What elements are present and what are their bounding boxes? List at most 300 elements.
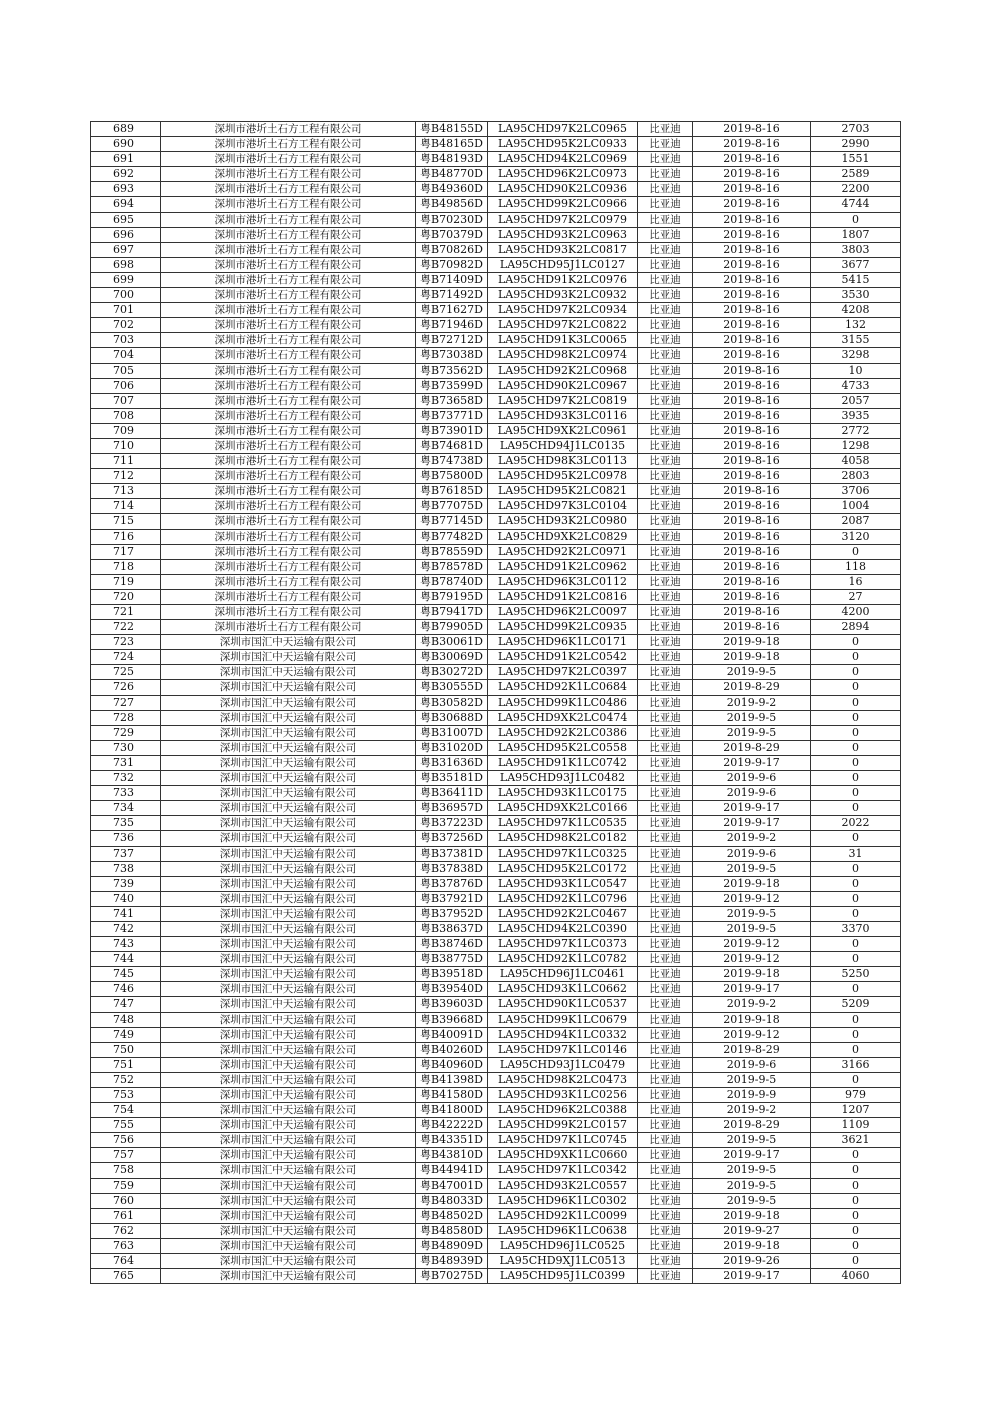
value-cell: 1109 [811,1118,901,1133]
value-cell: 0 [811,544,901,559]
value-cell: 0 [811,952,901,967]
vin-code-cell: LA95CHD96K1LC0638 [488,1223,638,1238]
vin-code-cell: LA95CHD9XJ1LC0513 [488,1254,638,1269]
company-name-cell: 深圳市国汇中天运输有限公司 [161,1118,416,1133]
plate-number-cell: 粤B71409D [416,272,488,287]
brand-name-cell: 比亚迪 [638,891,693,906]
vin-code-cell: LA95CHD94K2LC0390 [488,921,638,936]
table-row [91,574,901,589]
plate-number-cell: 粤B36957D [416,801,488,816]
plate-number-cell: 粤B31020D [416,740,488,755]
table-row [91,227,901,242]
table-row [91,514,901,529]
vin-code-cell: LA95CHD96K3LC0112 [488,574,638,589]
brand-name-cell: 比亚迪 [638,423,693,438]
vin-code-cell: LA95CHD95K2LC0978 [488,469,638,484]
table-row [91,725,901,740]
vin-code-cell: LA95CHD97K2LC0397 [488,665,638,680]
brand-name-cell: 比亚迪 [638,861,693,876]
table-row [91,891,901,906]
row-number-cell: 735 [91,816,161,831]
company-name-cell: 深圳市港圻土石方工程有限公司 [161,182,416,197]
table-row [91,1057,901,1072]
date-cell: 2019-8-16 [693,589,811,604]
date-cell: 2019-8-16 [693,499,811,514]
plate-number-cell: 粤B70826D [416,242,488,257]
vin-code-cell: LA95CHD9XK2LC0474 [488,710,638,725]
table-row [91,876,901,891]
company-name-cell: 深圳市国汇中天运输有限公司 [161,1088,416,1103]
vin-code-cell: LA95CHD95K2LC0172 [488,861,638,876]
row-number-cell: 754 [91,1103,161,1118]
company-name-cell: 深圳市国汇中天运输有限公司 [161,831,416,846]
table-row [91,348,901,363]
value-cell: 0 [811,710,901,725]
brand-name-cell: 比亚迪 [638,816,693,831]
value-cell: 0 [811,1254,901,1269]
plate-number-cell: 粤B48770D [416,167,488,182]
company-name-cell: 深圳市国汇中天运输有限公司 [161,740,416,755]
row-number-cell: 701 [91,303,161,318]
date-cell: 2019-9-18 [693,1208,811,1223]
brand-name-cell: 比亚迪 [638,982,693,997]
vin-code-cell: LA95CHD92K2LC0968 [488,363,638,378]
vin-code-cell: LA95CHD91K2LC0816 [488,589,638,604]
date-cell: 2019-9-9 [693,1088,811,1103]
brand-name-cell: 比亚迪 [638,303,693,318]
plate-number-cell: 粤B49360D [416,182,488,197]
row-number-cell: 761 [91,1208,161,1223]
value-cell: 0 [811,876,901,891]
date-cell: 2019-8-16 [693,167,811,182]
plate-number-cell: 粤B37921D [416,891,488,906]
plate-number-cell: 粤B73771D [416,408,488,423]
vin-code-cell: LA95CHD90K2LC0936 [488,182,638,197]
company-name-cell: 深圳市国汇中天运输有限公司 [161,771,416,786]
value-cell: 0 [811,725,901,740]
value-cell: 31 [811,846,901,861]
row-number-cell: 756 [91,1133,161,1148]
vin-code-cell: LA95CHD97K1LC0745 [488,1133,638,1148]
plate-number-cell: 粤B70982D [416,257,488,272]
row-number-cell: 698 [91,257,161,272]
plate-number-cell: 粤B38637D [416,921,488,936]
table-row [91,921,901,936]
company-name-cell: 深圳市国汇中天运输有限公司 [161,1208,416,1223]
plate-number-cell: 粤B71627D [416,303,488,318]
brand-name-cell: 比亚迪 [638,680,693,695]
brand-name-cell: 比亚迪 [638,378,693,393]
table-body [91,122,901,1284]
table-row [91,1223,901,1238]
value-cell: 3803 [811,242,901,257]
table-row [91,982,901,997]
row-number-cell: 734 [91,801,161,816]
company-name-cell: 深圳市港圻土石方工程有限公司 [161,469,416,484]
date-cell: 2019-8-16 [693,348,811,363]
date-cell: 2019-8-16 [693,318,811,333]
brand-name-cell: 比亚迪 [638,1163,693,1178]
vin-code-cell: LA95CHD96K2LC0388 [488,1103,638,1118]
value-cell: 2894 [811,620,901,635]
value-cell: 4060 [811,1269,901,1284]
table-row [91,1072,901,1087]
brand-name-cell: 比亚迪 [638,952,693,967]
company-name-cell: 深圳市国汇中天运输有限公司 [161,725,416,740]
value-cell: 0 [811,1012,901,1027]
company-name-cell: 深圳市港圻土石方工程有限公司 [161,122,416,137]
plate-number-cell: 粤B43351D [416,1133,488,1148]
plate-number-cell: 粤B74681D [416,438,488,453]
row-number-cell: 694 [91,197,161,212]
table-row [91,1042,901,1057]
company-name-cell: 深圳市国汇中天运输有限公司 [161,786,416,801]
brand-name-cell: 比亚迪 [638,906,693,921]
value-cell: 0 [811,1042,901,1057]
row-number-cell: 751 [91,1057,161,1072]
value-cell: 1004 [811,499,901,514]
value-cell: 4744 [811,197,901,212]
vin-code-cell: LA95CHD98K3LC0113 [488,454,638,469]
row-number-cell: 740 [91,891,161,906]
date-cell: 2019-8-16 [693,242,811,257]
company-name-cell: 深圳市国汇中天运输有限公司 [161,801,416,816]
table-row [91,1178,901,1193]
value-cell: 3370 [811,921,901,936]
row-number-cell: 732 [91,771,161,786]
brand-name-cell: 比亚迪 [638,152,693,167]
vin-code-cell: LA95CHD95J1LC0399 [488,1269,638,1284]
row-number-cell: 760 [91,1193,161,1208]
vin-code-cell: LA95CHD93K2LC0817 [488,242,638,257]
company-name-cell: 深圳市国汇中天运输有限公司 [161,1133,416,1148]
value-cell: 2589 [811,167,901,182]
company-name-cell: 深圳市国汇中天运输有限公司 [161,1027,416,1042]
date-cell: 2019-9-18 [693,1012,811,1027]
vin-code-cell: LA95CHD97K1LC0342 [488,1163,638,1178]
date-cell: 2019-9-26 [693,1254,811,1269]
date-cell: 2019-9-5 [693,725,811,740]
company-name-cell: 深圳市港圻土石方工程有限公司 [161,348,416,363]
brand-name-cell: 比亚迪 [638,921,693,936]
date-cell: 2019-8-16 [693,272,811,287]
company-name-cell: 深圳市港圻土石方工程有限公司 [161,514,416,529]
row-number-cell: 759 [91,1178,161,1193]
value-cell: 0 [811,212,901,227]
company-name-cell: 深圳市港圻土石方工程有限公司 [161,137,416,152]
table-row [91,288,901,303]
vin-code-cell: LA95CHD97K2LC0965 [488,122,638,137]
row-number-cell: 745 [91,967,161,982]
company-name-cell: 深圳市港圻土石方工程有限公司 [161,574,416,589]
value-cell: 0 [811,937,901,952]
plate-number-cell: 粤B70230D [416,212,488,227]
table-row [91,484,901,499]
plate-number-cell: 粤B41398D [416,1072,488,1087]
row-number-cell: 708 [91,408,161,423]
vin-code-cell: LA95CHD95K2LC0558 [488,740,638,755]
company-name-cell: 深圳市国汇中天运输有限公司 [161,861,416,876]
brand-name-cell: 比亚迪 [638,529,693,544]
company-name-cell: 深圳市港圻土石方工程有限公司 [161,242,416,257]
vin-code-cell: LA95CHD91K2LC0962 [488,559,638,574]
brand-name-cell: 比亚迪 [638,122,693,137]
plate-number-cell: 粤B42222D [416,1118,488,1133]
plate-number-cell: 粤B79417D [416,605,488,620]
value-cell: 0 [811,1178,901,1193]
date-cell: 2019-9-2 [693,1103,811,1118]
vin-code-cell: LA95CHD92K2LC0971 [488,544,638,559]
plate-number-cell: 粤B70379D [416,227,488,242]
value-cell: 3120 [811,529,901,544]
company-name-cell: 深圳市国汇中天运输有限公司 [161,937,416,952]
row-number-cell: 697 [91,242,161,257]
table-row [91,122,901,137]
value-cell: 132 [811,318,901,333]
row-number-cell: 705 [91,363,161,378]
plate-number-cell: 粤B73901D [416,423,488,438]
row-number-cell: 689 [91,122,161,137]
value-cell: 2087 [811,514,901,529]
vin-code-cell: LA95CHD96J1LC0461 [488,967,638,982]
company-name-cell: 深圳市国汇中天运输有限公司 [161,635,416,650]
row-number-cell: 748 [91,1012,161,1027]
brand-name-cell: 比亚迪 [638,605,693,620]
value-cell: 3155 [811,333,901,348]
date-cell: 2019-8-16 [693,303,811,318]
row-number-cell: 695 [91,212,161,227]
value-cell: 1551 [811,152,901,167]
vin-code-cell: LA95CHD97K1LC0373 [488,937,638,952]
vin-code-cell: LA95CHD97K1LC0535 [488,816,638,831]
table-row [91,333,901,348]
table-row [91,695,901,710]
value-cell: 3166 [811,1057,901,1072]
date-cell: 2019-9-5 [693,1163,811,1178]
plate-number-cell: 粤B47001D [416,1178,488,1193]
value-cell: 1207 [811,1103,901,1118]
date-cell: 2019-8-16 [693,212,811,227]
row-number-cell: 713 [91,484,161,499]
company-name-cell: 深圳市港圻土石方工程有限公司 [161,303,416,318]
table-row [91,710,901,725]
row-number-cell: 742 [91,921,161,936]
plate-number-cell: 粤B30555D [416,680,488,695]
table-row [91,318,901,333]
plate-number-cell: 粤B37381D [416,846,488,861]
brand-name-cell: 比亚迪 [638,1027,693,1042]
value-cell: 5415 [811,272,901,287]
date-cell: 2019-8-16 [693,257,811,272]
company-name-cell: 深圳市国汇中天运输有限公司 [161,680,416,695]
value-cell: 2990 [811,137,901,152]
company-name-cell: 深圳市国汇中天运输有限公司 [161,1223,416,1238]
company-name-cell: 深圳市国汇中天运输有限公司 [161,1042,416,1057]
row-number-cell: 753 [91,1088,161,1103]
plate-number-cell: 粤B71946D [416,318,488,333]
date-cell: 2019-9-17 [693,801,811,816]
plate-number-cell: 粤B30272D [416,665,488,680]
row-number-cell: 729 [91,725,161,740]
value-cell: 16 [811,574,901,589]
vin-code-cell: LA95CHD94K2LC0969 [488,152,638,167]
company-name-cell: 深圳市港圻土石方工程有限公司 [161,393,416,408]
table-row [91,1254,901,1269]
brand-name-cell: 比亚迪 [638,484,693,499]
row-number-cell: 718 [91,559,161,574]
row-number-cell: 709 [91,423,161,438]
company-name-cell: 深圳市港圻土石方工程有限公司 [161,529,416,544]
plate-number-cell: 粤B37876D [416,876,488,891]
date-cell: 2019-9-5 [693,1178,811,1193]
plate-number-cell: 粤B48909D [416,1238,488,1253]
company-name-cell: 深圳市国汇中天运输有限公司 [161,816,416,831]
vin-code-cell: LA95CHD97K2LC0819 [488,393,638,408]
table-row [91,393,901,408]
row-number-cell: 702 [91,318,161,333]
brand-name-cell: 比亚迪 [638,242,693,257]
company-name-cell: 深圳市港圻土石方工程有限公司 [161,212,416,227]
row-number-cell: 758 [91,1163,161,1178]
value-cell: 4733 [811,378,901,393]
plate-number-cell: 粤B39668D [416,1012,488,1027]
plate-number-cell: 粤B48033D [416,1193,488,1208]
date-cell: 2019-9-27 [693,1223,811,1238]
brand-name-cell: 比亚迪 [638,318,693,333]
row-number-cell: 690 [91,137,161,152]
brand-name-cell: 比亚迪 [638,831,693,846]
table-row [91,1012,901,1027]
table-row [91,1118,901,1133]
company-name-cell: 深圳市国汇中天运输有限公司 [161,665,416,680]
row-number-cell: 704 [91,348,161,363]
value-cell: 979 [811,1088,901,1103]
plate-number-cell: 粤B77145D [416,514,488,529]
company-name-cell: 深圳市港圻土石方工程有限公司 [161,589,416,604]
date-cell: 2019-9-17 [693,755,811,770]
brand-name-cell: 比亚迪 [638,514,693,529]
vin-code-cell: LA95CHD9XK2LC0829 [488,529,638,544]
vin-code-cell: LA95CHD96K1LC0171 [488,635,638,650]
row-number-cell: 749 [91,1027,161,1042]
date-cell: 2019-9-6 [693,771,811,786]
company-name-cell: 深圳市国汇中天运输有限公司 [161,1148,416,1163]
vin-code-cell: LA95CHD96K1LC0302 [488,1193,638,1208]
row-number-cell: 699 [91,272,161,287]
brand-name-cell: 比亚迪 [638,1178,693,1193]
brand-name-cell: 比亚迪 [638,967,693,982]
row-number-cell: 755 [91,1118,161,1133]
row-number-cell: 733 [91,786,161,801]
vin-code-cell: LA95CHD9XK2LC0961 [488,423,638,438]
table-row [91,1027,901,1042]
vin-code-cell: LA95CHD97K2LC0822 [488,318,638,333]
brand-name-cell: 比亚迪 [638,348,693,363]
brand-name-cell: 比亚迪 [638,408,693,423]
table-row [91,665,901,680]
brand-name-cell: 比亚迪 [638,182,693,197]
date-cell: 2019-8-16 [693,378,811,393]
vin-code-cell: LA95CHD97K1LC0146 [488,1042,638,1057]
company-name-cell: 深圳市国汇中天运输有限公司 [161,1254,416,1269]
row-number-cell: 692 [91,167,161,182]
brand-name-cell: 比亚迪 [638,212,693,227]
plate-number-cell: 粤B78578D [416,559,488,574]
plate-number-cell: 粤B37223D [416,816,488,831]
table-row [91,469,901,484]
row-number-cell: 712 [91,469,161,484]
value-cell: 0 [811,1223,901,1238]
vin-code-cell: LA95CHD92K2LC0386 [488,725,638,740]
table-row [91,906,901,921]
table-row [91,937,901,952]
date-cell: 2019-8-16 [693,559,811,574]
plate-number-cell: 粤B48155D [416,122,488,137]
date-cell: 2019-9-6 [693,846,811,861]
date-cell: 2019-9-2 [693,831,811,846]
plate-number-cell: 粤B37256D [416,831,488,846]
row-number-cell: 737 [91,846,161,861]
company-name-cell: 深圳市国汇中天运输有限公司 [161,967,416,982]
vin-code-cell: LA95CHD9XK1LC0660 [488,1148,638,1163]
company-name-cell: 深圳市国汇中天运输有限公司 [161,755,416,770]
company-name-cell: 深圳市港圻土石方工程有限公司 [161,378,416,393]
company-name-cell: 深圳市港圻土石方工程有限公司 [161,544,416,559]
company-name-cell: 深圳市国汇中天运输有限公司 [161,997,416,1012]
value-cell: 0 [811,695,901,710]
company-name-cell: 深圳市国汇中天运输有限公司 [161,695,416,710]
vin-code-cell: LA95CHD93K2LC0980 [488,514,638,529]
table-row [91,1269,901,1284]
vin-code-cell: LA95CHD97K1LC0325 [488,846,638,861]
row-number-cell: 722 [91,620,161,635]
value-cell: 4200 [811,605,901,620]
table-row [91,242,901,257]
value-cell: 2022 [811,816,901,831]
brand-name-cell: 比亚迪 [638,1118,693,1133]
table-row [91,1133,901,1148]
company-name-cell: 深圳市国汇中天运输有限公司 [161,1057,416,1072]
value-cell: 0 [811,1238,901,1253]
row-number-cell: 691 [91,152,161,167]
date-cell: 2019-9-2 [693,997,811,1012]
table-row [91,438,901,453]
brand-name-cell: 比亚迪 [638,257,693,272]
plate-number-cell: 粤B30688D [416,710,488,725]
plate-number-cell: 粤B48165D [416,137,488,152]
table-row [91,650,901,665]
vin-code-cell: LA95CHD93K2LC0963 [488,227,638,242]
value-cell: 27 [811,589,901,604]
table-row [91,997,901,1012]
value-cell: 2803 [811,469,901,484]
vin-code-cell: LA95CHD93J1LC0479 [488,1057,638,1072]
brand-name-cell: 比亚迪 [638,1223,693,1238]
table-row [91,1148,901,1163]
row-number-cell: 693 [91,182,161,197]
table-row [91,816,901,831]
date-cell: 2019-9-5 [693,1072,811,1087]
date-cell: 2019-8-16 [693,605,811,620]
row-number-cell: 700 [91,288,161,303]
plate-number-cell: 粤B38775D [416,952,488,967]
row-number-cell: 715 [91,514,161,529]
plate-number-cell: 粤B48193D [416,152,488,167]
date-cell: 2019-8-16 [693,544,811,559]
company-name-cell: 深圳市国汇中天运输有限公司 [161,952,416,967]
plate-number-cell: 粤B77482D [416,529,488,544]
table-row [91,167,901,182]
